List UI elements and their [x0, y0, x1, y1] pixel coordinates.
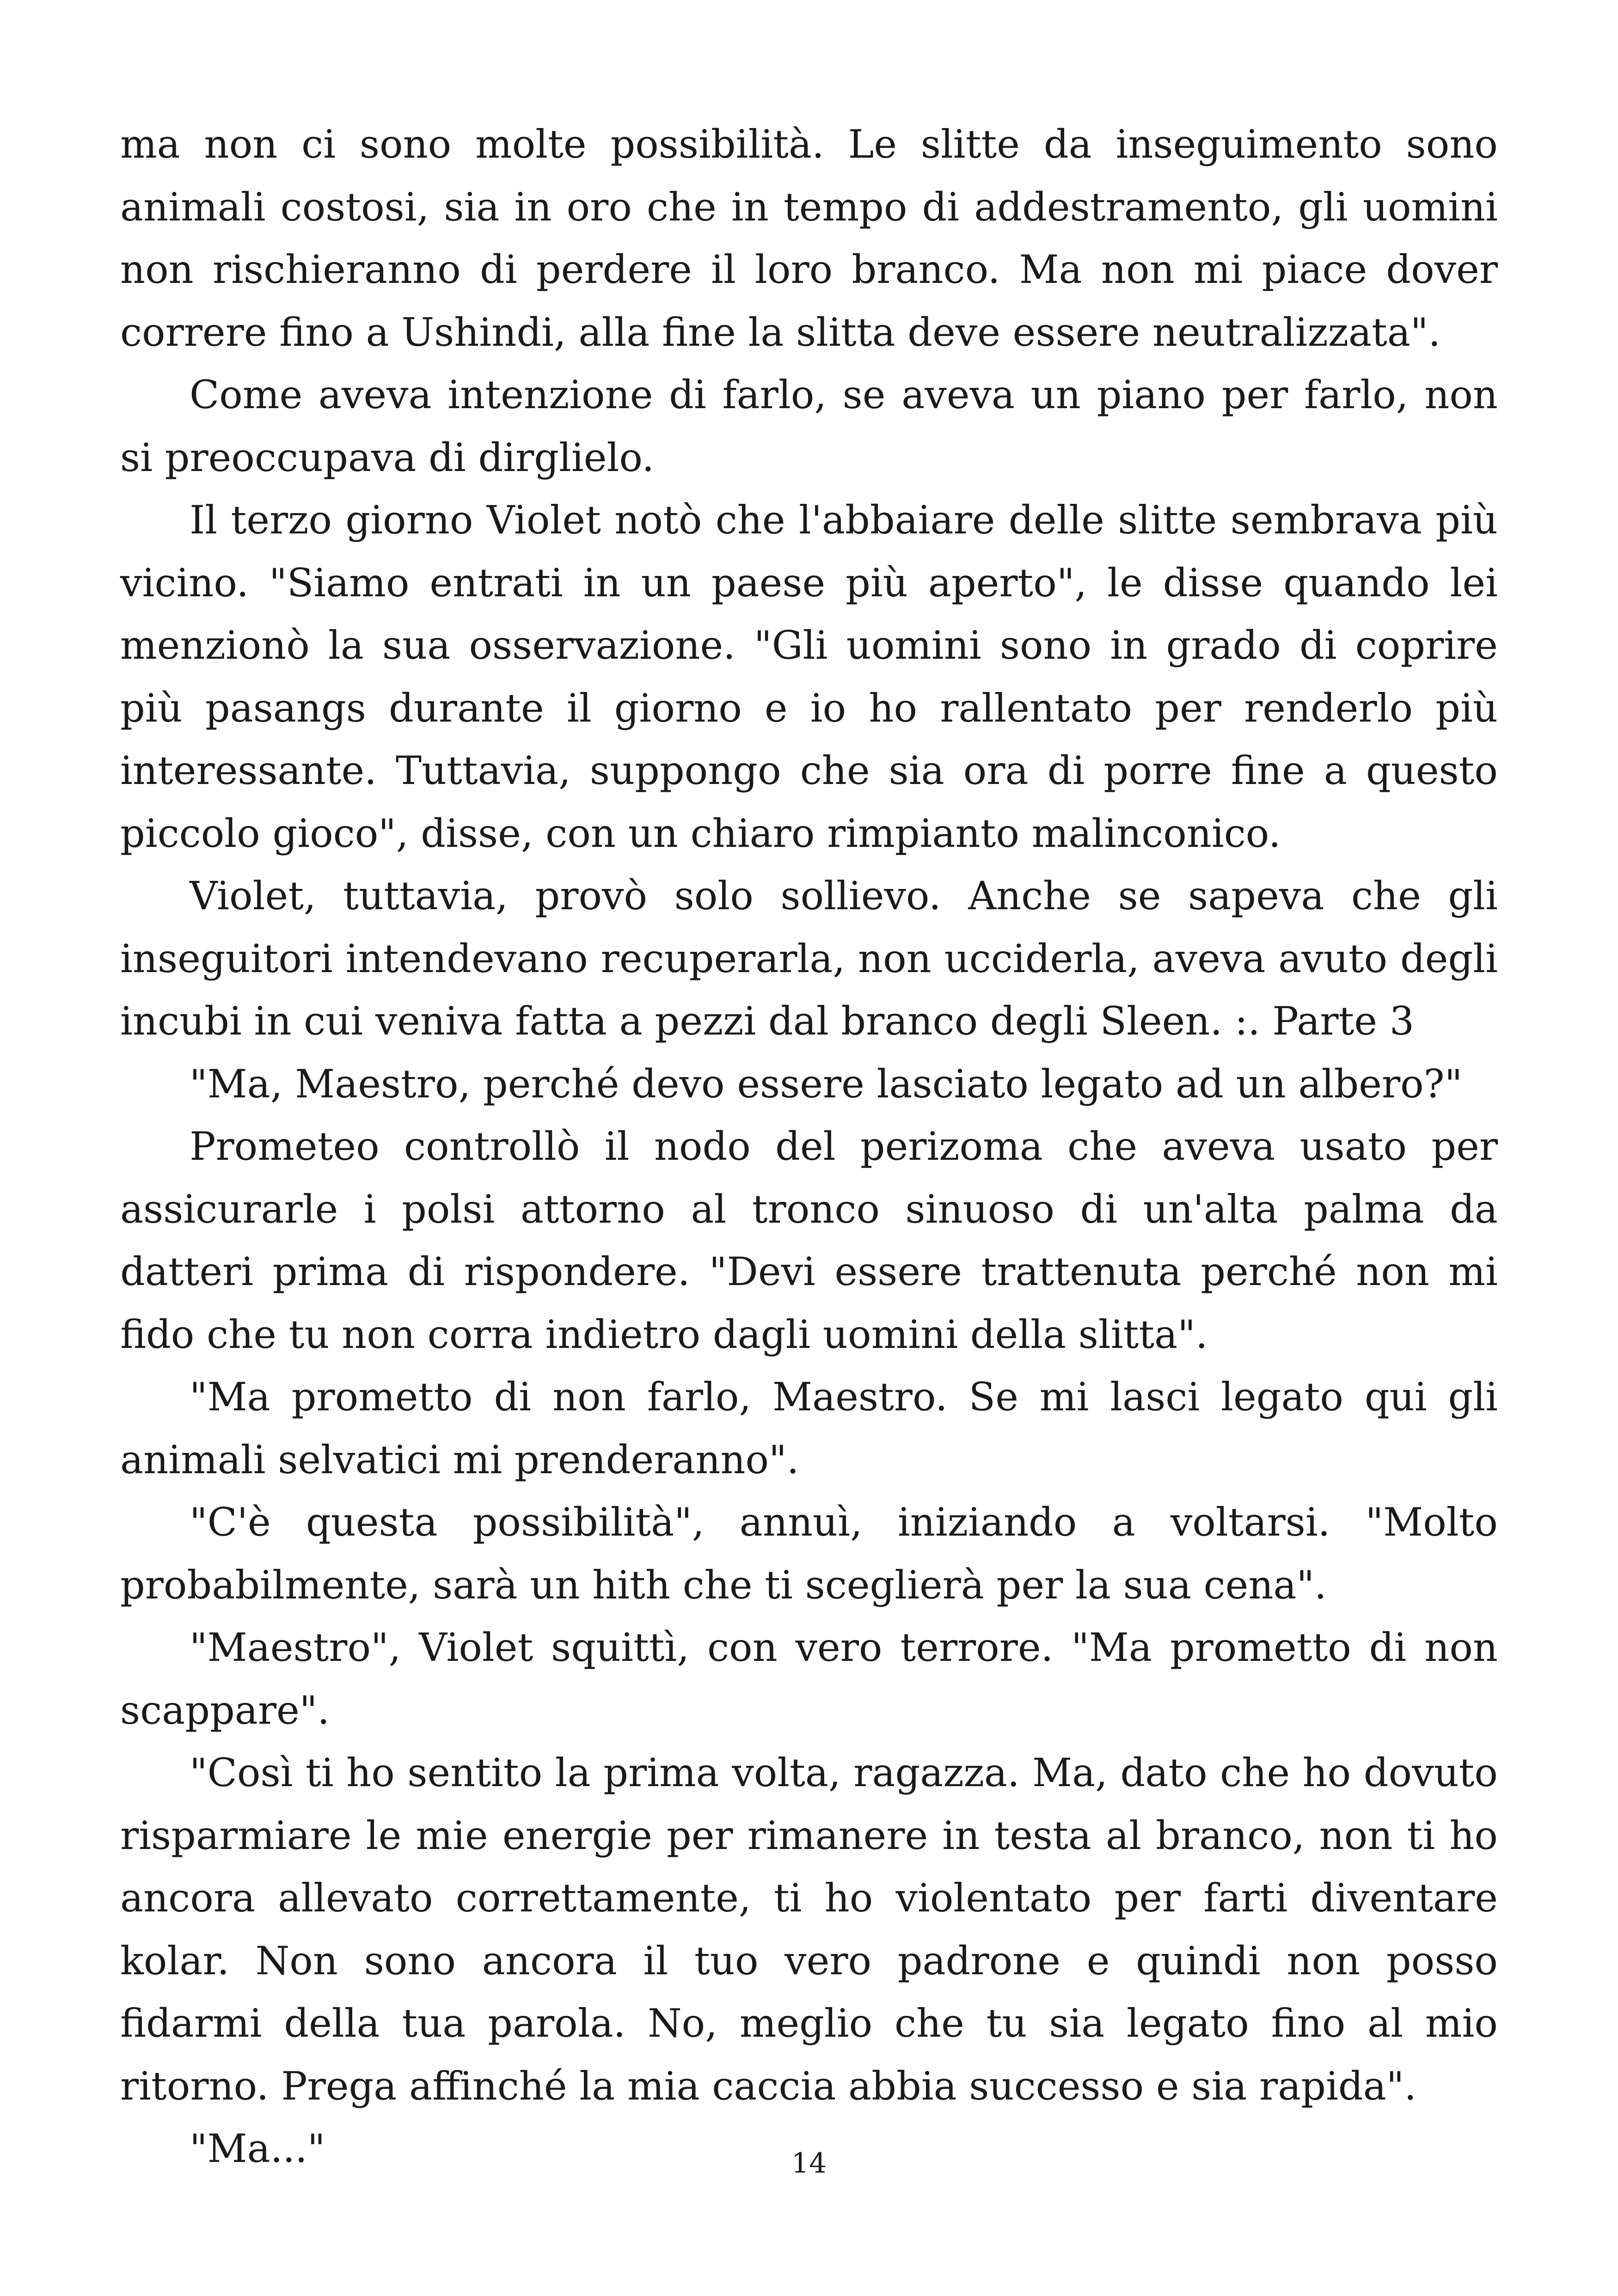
paragraph: Prometeo controllò il nodo del perizoma che aveva usato per assicurarle i polsi attorno al tronco sinuoso di un'alta palma da datteri prima di rispondere. "Devi essere trattenuta perché non mi fido che tu non corra indietro dagli uomini della slitta". [120, 1124, 1498, 1357]
paragraph: "Ma..." [190, 2126, 325, 2171]
paragraph: ma non ci sono molte possibilità. Le slitte da inseguimento sono animali costosi, sia in oro che in tempo di addestramento, gli uomini non rischieranno di perdere il loro branco. Ma non mi piace dover correre fino a Ushindi, alla fine la slitta deve essere neutralizzata". [120, 122, 1498, 355]
body-text [120, 113, 1498, 2180]
paragraph: Violet, tuttavia, provò solo sollievo. Anche se sapeva che gli inseguitori intendevano recuperarla, non ucciderla, aveva avuto degli incubi in cui veniva fatta a pezzi dal branco degli Sleen. :. Parte 3 [120, 873, 1498, 1044]
page-number: 14 [791, 2147, 827, 2180]
paragraph: Come aveva intenzione di farlo, se aveva un piano per farlo, non si preoccupava di dirglielo. [120, 372, 1498, 480]
paragraph: "Ma, Maestro, perché devo essere lasciato legato ad un albero?" [190, 1061, 1463, 1107]
paragraph: "C'è questa possibilità", annuì, iniziando a voltarsi. "Molto probabilmente, sarà un hith che ti sceglierà per la sua cena". [120, 1500, 1498, 1608]
paragraph: Il terzo giorno Violet notò che l'abbaiare delle slitte sembrava più vicino. "Siamo entrati in un paese più aperto", le disse quando lei menzionò la sua osservazione. "Gli uomini sono in grado di coprire più pasangs durante il giorno e io ho rallentato per renderlo più interessante. Tuttavia, suppongo che sia ora di porre fine a questo piccolo gioco", disse, con un chiaro rimpianto malinconico. [120, 497, 1498, 856]
paragraph: "Maestro", Violet squittì, con vero terrore. "Ma prometto di non scappare". [120, 1625, 1498, 1733]
paragraph: "Così ti ho sentito la prima volta, ragazza. Ma, dato che ho dovuto risparmiare le mie energie per rimanere in testa al branco, non ti ho ancora allevato correttamente, ti ho violentato per farti diventare kolar. Non sono ancora il tuo vero padrone e quindi non posso fidarmi della tua parola. No, meglio che tu sia legato fino al mio ritorno. Prega affinché la mia caccia abbia successo e sia rapida". [120, 1750, 1498, 2109]
paragraph: "Ma prometto di non farlo, Maestro. Se mi lasci legato qui gli animali selvatici mi prenderanno". [120, 1374, 1498, 1482]
